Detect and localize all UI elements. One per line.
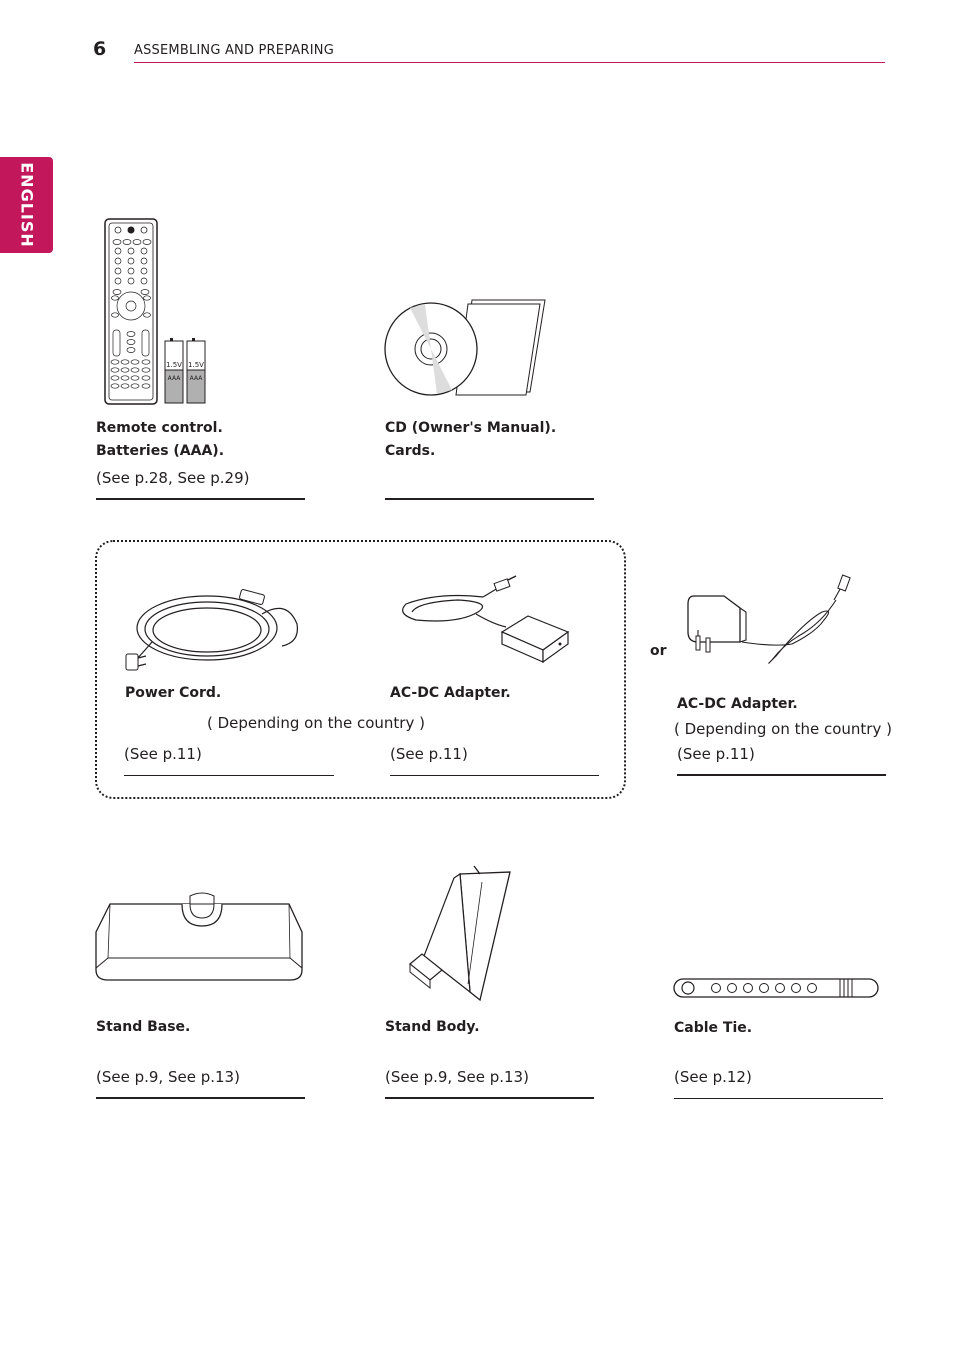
battery-icon — [165, 338, 183, 403]
stand-body-illustration — [400, 860, 515, 1005]
cable-tie-page-reference: (See p.12) — [674, 1068, 752, 1086]
battery-voltage-label: 1.5V — [188, 361, 204, 369]
ac-dc-adapter-page-reference: (See p.11) — [390, 745, 468, 763]
stand-body-page-reference: (See p.9, See p.13) — [385, 1068, 529, 1086]
wall-adapter-label: AC-DC Adapter. — [677, 696, 798, 712]
cd-label: CD (Owner's Manual). — [385, 420, 557, 436]
power-cord-page-reference: (See p.11) — [124, 745, 202, 763]
stand-body-label: Stand Body. — [385, 1019, 480, 1035]
ac-dc-adapter-label: AC-DC Adapter. — [390, 685, 511, 701]
power-cord-illustration — [122, 584, 307, 676]
battery-voltage-label: 1.5V — [166, 361, 182, 369]
remote-control-label: Remote control. — [96, 420, 223, 436]
item-divider — [390, 775, 599, 776]
item-divider — [674, 1098, 883, 1099]
item-divider — [96, 498, 305, 500]
wall-adapter-country-note: ( Depending on the country ) — [674, 720, 892, 738]
item-divider — [677, 774, 886, 776]
cd-and-cards-illustration — [380, 296, 550, 401]
section-title: ASSEMBLING AND PREPARING — [134, 43, 334, 58]
item-divider — [385, 1097, 594, 1099]
cards-label: Cards. — [385, 443, 436, 459]
header-divider — [134, 62, 885, 63]
remote-control-illustration — [104, 218, 214, 408]
battery-type-label: AAA — [167, 375, 181, 382]
item-divider — [124, 775, 334, 776]
wall-adapter-page-reference: (See p.11) — [677, 745, 755, 763]
page-number: 6 — [93, 38, 107, 60]
battery-icon — [187, 338, 205, 403]
stand-base-label: Stand Base. — [96, 1019, 191, 1035]
item-divider — [385, 498, 594, 500]
remote-page-reference: (See p.28, See p.29) — [96, 469, 250, 487]
wall-adapter-illustration — [684, 572, 864, 670]
power-cord-label: Power Cord. — [125, 685, 222, 701]
batteries-label: Batteries (AAA). — [96, 443, 225, 459]
cable-tie-illustration — [672, 977, 882, 1001]
ac-dc-adapter-illustration — [398, 572, 573, 664]
item-divider — [96, 1097, 305, 1099]
stand-base-illustration — [94, 892, 308, 984]
or-label: or — [650, 643, 667, 659]
country-dependent-note: ( Depending on the country ) — [207, 714, 425, 732]
stand-base-page-reference: (See p.9, See p.13) — [96, 1068, 240, 1086]
language-tab-label: ENGLISH — [17, 162, 36, 248]
battery-type-label: AAA — [189, 375, 203, 382]
cable-tie-label: Cable Tie. — [674, 1020, 753, 1036]
language-tab — [0, 157, 53, 253]
